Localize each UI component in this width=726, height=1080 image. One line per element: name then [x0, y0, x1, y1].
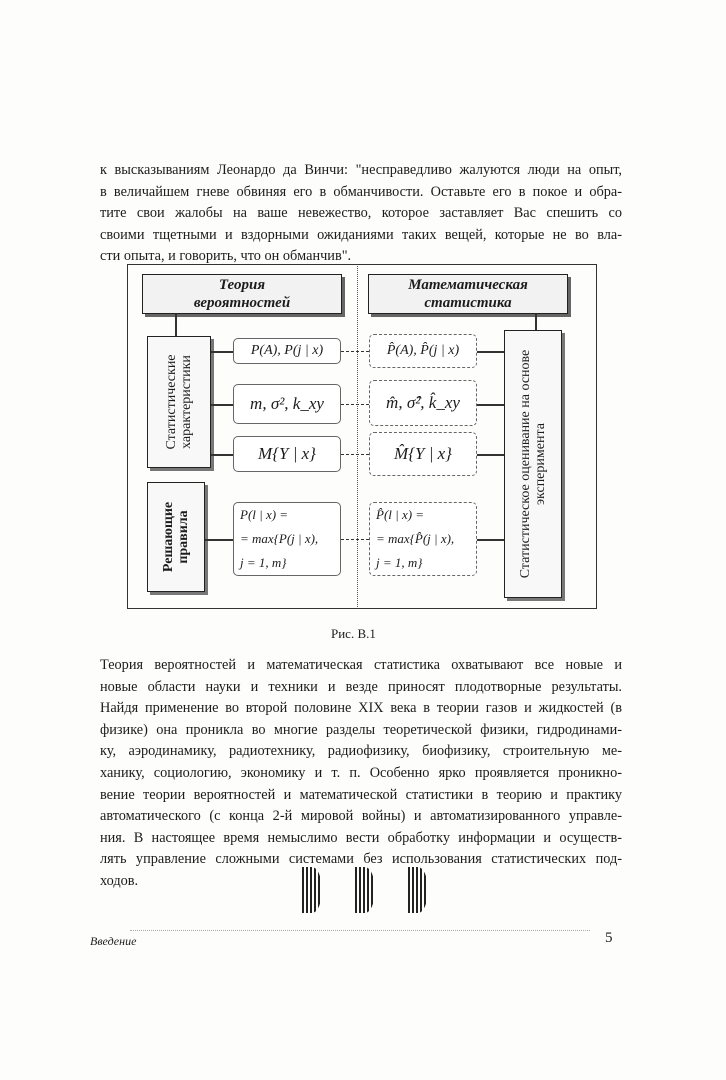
formula-line: P(l | x) = — [240, 507, 289, 522]
formula-line: = max{P(j | x), — [240, 531, 319, 546]
arrow-left-dashed — [341, 351, 369, 352]
text-line: своими тщетными и вздорными ожиданиями таких вещей, которые не во вла- — [100, 226, 622, 243]
vertical-label: характеристики — [179, 355, 194, 449]
formula-moments-estimate: m̂, σ̂², k̂_xy — [369, 380, 477, 426]
formula-line: j = 1, m} — [376, 555, 423, 570]
text-line: лять управление сложными системами без использования статистических под- — [100, 851, 622, 868]
arrow-left — [477, 454, 504, 456]
figure-divider — [357, 266, 358, 607]
formula-probability: P(A), P(j | x) — [233, 338, 341, 364]
header-line: Теория — [218, 277, 266, 293]
arrow-left-dashed — [341, 454, 369, 455]
header-math-statistics — [368, 274, 568, 314]
arrow-left-dashed — [341, 404, 369, 405]
formula-regression-estimate: M̂{Y | x} — [369, 432, 477, 476]
vertical-label: Статистические — [164, 354, 179, 450]
box-statistical-characteristics — [147, 336, 211, 468]
text-line: ния. В настоящее время немыслимо вести обработку информации и осуществ- — [100, 829, 622, 846]
footer-rule — [130, 930, 590, 931]
formula-decision-rule-estimate — [369, 502, 477, 576]
text-line: тите свои жалобы на ваше невежество, которое заставляет Вас спешить со — [100, 205, 622, 222]
header-probability-theory — [142, 274, 342, 314]
formula-moments: m, σ², k_xy — [233, 384, 341, 424]
text-line: Найдя применение во второй половине XIX века в теории газов и жидкостей (в — [100, 700, 622, 717]
formula-line: = max{P̂(j | x), — [376, 531, 455, 546]
formula-line: j = 1, m} — [240, 555, 287, 570]
decorative-ornament — [408, 867, 428, 913]
text-line: ходов. — [100, 872, 139, 889]
text-line: автоматического (с конца 2-й мировой войны) и автоматизированного управле- — [100, 808, 622, 825]
arrow-left — [477, 351, 504, 353]
header-line: вероятностей — [193, 295, 291, 311]
vertical-label: эксперимента — [533, 423, 548, 505]
arrow-right — [211, 351, 233, 353]
text-line: вение теории вероятностей и математической статистики в теорию и практику — [100, 786, 622, 803]
page-number: 5 — [605, 930, 613, 946]
formula-regression: M{Y | x} — [233, 436, 341, 472]
arrow-right — [211, 404, 233, 406]
footer-section-title: Введение — [90, 934, 137, 948]
paragraph-main — [100, 655, 622, 893]
arrow-left — [477, 404, 504, 406]
text-line: новые области науки и техники и везде приносят плодотворные результаты. — [100, 678, 622, 695]
box-decision-rules — [147, 482, 205, 592]
text-line: ханику, социологию, экономику и т. п. Особенно ярко проявляется проникно- — [100, 764, 622, 781]
text-line: к высказываниям Леонардо да Винчи: "несправедливо жалуются люди на опыт, — [100, 162, 622, 178]
decorative-ornament — [302, 867, 322, 913]
header-line: Математическая — [408, 277, 528, 293]
vertical-label: правила — [176, 510, 191, 564]
text-line: ку, аэродинамику, радиотехнику, радиофизику, биофизику, строительную ме- — [100, 743, 622, 760]
text-line: сти опыта, и говорить, что он обманчив". — [100, 248, 352, 265]
arrow-down — [535, 314, 537, 330]
header-line: статистика — [424, 295, 512, 311]
decorative-ornament — [355, 867, 375, 913]
text-line: в величайшем гневе обвиняя его в обманчивости. Оставьте его в покое и обра- — [100, 183, 622, 200]
formula-line: P̂(l | x) = — [376, 507, 425, 522]
formula-probability-estimate: P̂(A), P̂(j | x) — [369, 334, 477, 368]
box-statistical-estimation — [504, 330, 562, 598]
arrow-left-dashed — [341, 539, 369, 540]
vertical-label: Решающие — [161, 501, 176, 573]
vertical-label: Статистическое оценивание на основе — [518, 349, 533, 579]
formula-decision-rule — [233, 502, 341, 576]
arrow-down — [175, 314, 177, 336]
arrow-right — [205, 539, 233, 541]
arrow-right — [211, 454, 233, 456]
figure-caption: Рис. В.1 — [331, 626, 376, 641]
text-line: физике) она проникла во многие разделы теоретической физики, гидродинами- — [100, 721, 622, 738]
text-line: Теория вероятностей и математическая статистика охватывают все новые и — [100, 657, 622, 673]
arrow-left — [477, 539, 504, 541]
